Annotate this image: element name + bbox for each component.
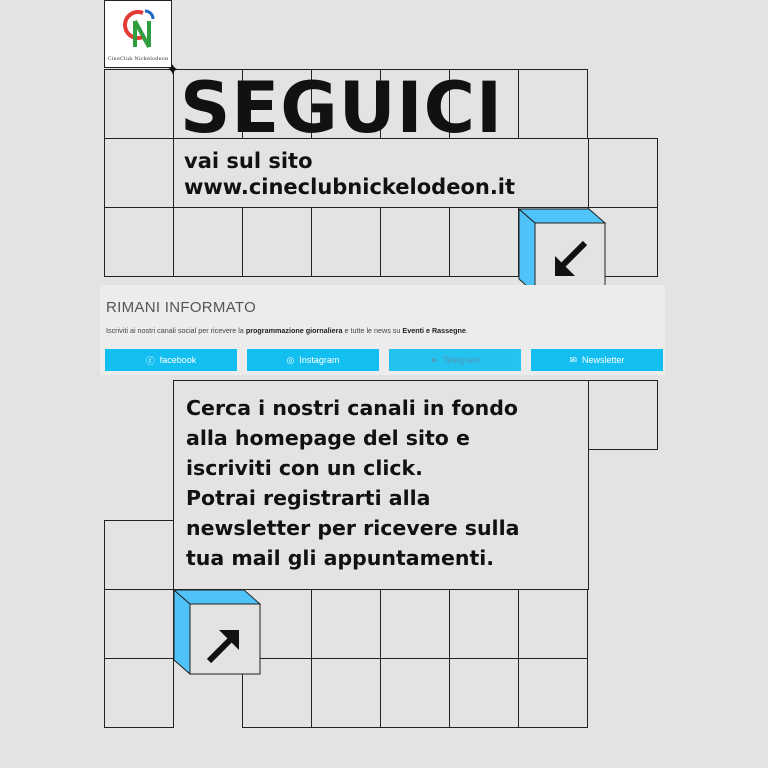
panel-heading: RIMANI INFORMATO	[106, 299, 257, 316]
body-line: tua mail gli appuntamenti.	[186, 546, 495, 570]
body-line: Potrai registrarti alla	[186, 486, 431, 510]
grid-cell	[588, 138, 658, 208]
logo	[104, 0, 172, 68]
website-link[interactable]: www.cineclubnickelodeon.it	[184, 175, 516, 199]
button-label: Instagram	[299, 355, 340, 365]
grid-cell	[380, 658, 450, 728]
grid-cell	[380, 589, 450, 659]
grid-cell	[104, 589, 174, 659]
arrow-up-right-box	[171, 587, 263, 679]
subtitle	[184, 148, 515, 200]
logo-mark-icon	[119, 7, 161, 51]
body-line: iscriviti con un click.	[186, 456, 423, 480]
facebook-icon: ⓕ	[145, 355, 155, 366]
desc-text: Iscriviti ai nostri canali social per ricevere la	[106, 326, 246, 335]
button-label: Newsletter	[582, 355, 625, 365]
newsletter-button[interactable]	[531, 349, 663, 371]
grid-cell	[518, 658, 588, 728]
envelope-icon: ✉	[569, 354, 578, 365]
body-line: newsletter per ricevere sulla	[186, 516, 520, 540]
grid-cell	[311, 589, 381, 659]
grid-cell	[173, 207, 243, 277]
grid-cell	[449, 589, 519, 659]
grid-cell	[518, 69, 588, 139]
page-title: SEGUICI	[180, 67, 503, 149]
grid-cell	[242, 207, 312, 277]
logo-name: CineClub Nickelodeon	[107, 56, 169, 62]
grid-cell	[588, 380, 658, 450]
body-line: Cerca i nostri canali in fondo	[186, 396, 519, 420]
telegram-icon: ➤	[430, 354, 438, 365]
button-label: Telegram	[442, 355, 480, 365]
desc-text: .	[465, 326, 468, 335]
desc-text: e tutte le news su	[342, 326, 403, 335]
grid-cell	[449, 658, 519, 728]
body-line: alla homepage del sito e	[186, 426, 470, 450]
grid-cell	[380, 207, 450, 277]
grid-cell	[449, 207, 519, 277]
body-text	[186, 393, 519, 573]
grid-cell	[104, 658, 174, 728]
grid-cell	[311, 207, 381, 277]
panel-description	[106, 326, 468, 335]
grid-cell	[311, 658, 381, 728]
grid-cell	[518, 589, 588, 659]
desc-bold: programmazione giornaliera	[245, 326, 343, 335]
desc-bold: Eventi e Rassegne	[402, 326, 466, 335]
button-label: facebook	[159, 355, 197, 365]
subscribe-panel	[100, 285, 665, 375]
grid-cell	[104, 207, 174, 277]
telegram-button[interactable]	[389, 349, 521, 371]
grid-cell	[104, 138, 174, 208]
sparkle-icon: ✦	[166, 60, 180, 79]
subtitle-line-1: vai sul sito	[184, 149, 313, 173]
grid-cell	[104, 520, 174, 590]
instagram-icon: ◎	[286, 354, 295, 365]
instagram-button[interactable]	[247, 349, 379, 371]
facebook-button[interactable]	[105, 349, 237, 371]
grid-cell	[104, 69, 174, 139]
